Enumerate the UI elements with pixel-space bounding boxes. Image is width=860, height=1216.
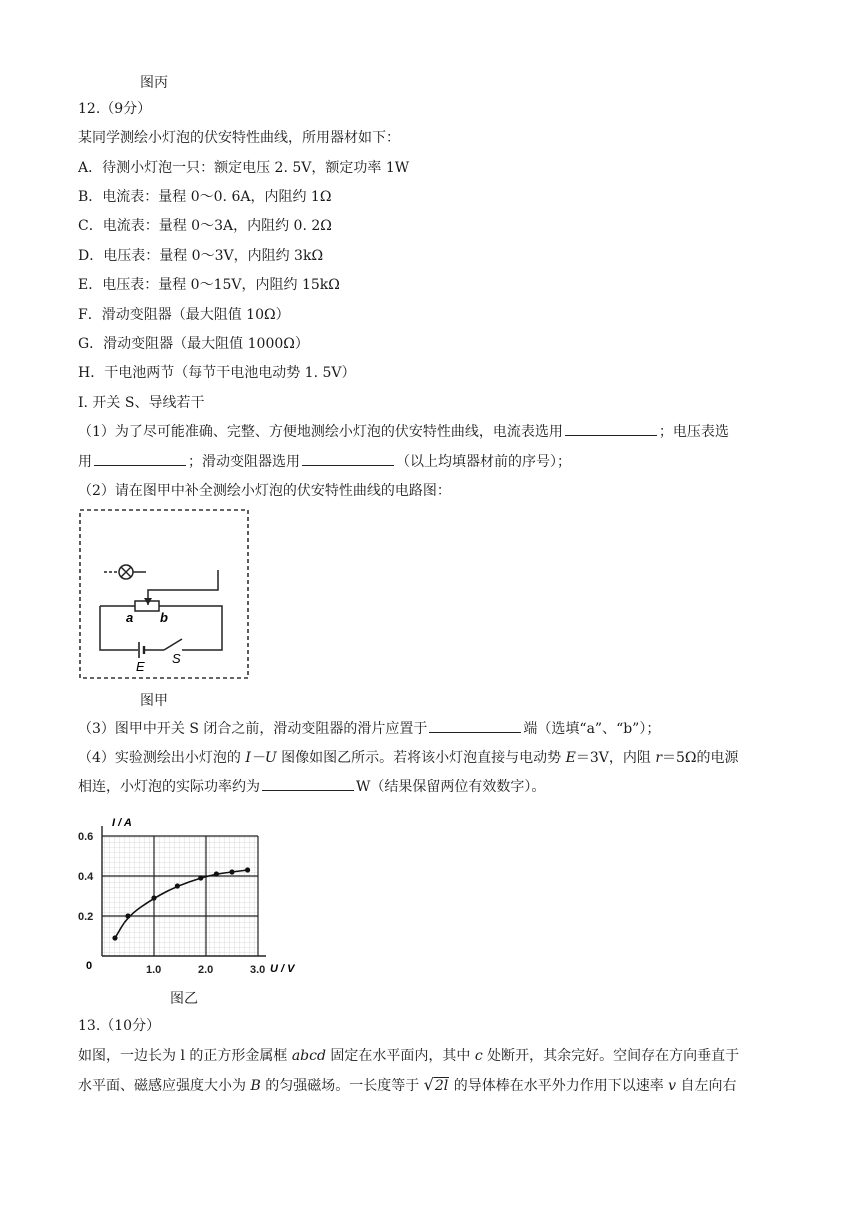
- q13-text-f: 的导体棒在水平外力作用下以速率: [449, 1078, 669, 1094]
- slider-wire: [148, 570, 218, 605]
- q13-text-g: 自左向右: [676, 1078, 737, 1094]
- q12-item-b: B．电流表：量程 0～0. 6A，内阻约 1Ω: [78, 189, 332, 205]
- answer-blank-ammeter[interactable]: [565, 422, 657, 436]
- chart-data-point: [112, 935, 117, 940]
- circuit-label-s: S: [172, 651, 181, 666]
- q12-item-h: H．干电池两节（每节干电池电动势 1. 5V）: [78, 365, 356, 381]
- q12-part4-text-e: 相连，小灯泡的实际功率约为: [78, 779, 260, 795]
- circuit-diagram: [78, 508, 252, 682]
- q12-item-a: A．待测小灯泡一只：额定电压 2. 5V，额定功率 1W: [78, 160, 410, 176]
- q13-text-a: 如图，一边长为 l 的正方形金属框: [78, 1048, 292, 1064]
- chart-data-point: [214, 871, 219, 876]
- q12-part1-text-c: 用: [78, 454, 92, 470]
- chart-data-point: [245, 867, 250, 872]
- iu-chart: [74, 812, 314, 980]
- chart-data-point: [198, 875, 203, 880]
- switch-icon: [164, 639, 182, 650]
- chart-data-point: [229, 869, 234, 874]
- q13-line1: [78, 1046, 739, 1066]
- circuit-label-b: b: [160, 610, 168, 625]
- q13-var-sqrt2l: 2l: [434, 1078, 449, 1094]
- q13-var-b: B: [250, 1078, 261, 1094]
- q12-item-e: E．电压表：量程 0～15V，内阻约 15kΩ: [78, 277, 340, 293]
- chart-fine-grid: [102, 836, 258, 956]
- q12-header: 12.（9分）: [78, 101, 152, 117]
- q12-intro: 某同学测绘小灯泡的伏安特性曲线，所用器材如下：: [78, 130, 400, 146]
- circuit-label-e: E: [136, 659, 145, 674]
- q12-part4-text-c: ＝3V，内阻: [575, 750, 656, 766]
- q13-text-b: 固定在水平面内，其中: [325, 1048, 475, 1064]
- q13-var-abcd: abcd: [291, 1048, 326, 1064]
- q13-line2: [78, 1075, 737, 1096]
- q12-part4-text-f: W（结果保留两位有效数字）。: [356, 779, 546, 795]
- figure-caption-yi: 图乙: [170, 991, 198, 1007]
- dashed-frame: [80, 510, 248, 678]
- q12-part4-line1: [78, 748, 739, 768]
- chart-y-label: I / A: [112, 817, 132, 829]
- q13-var-c: c: [474, 1048, 483, 1064]
- chart-y-tick-label: 0.2: [78, 911, 94, 923]
- q12-part4-var-e: E: [565, 750, 576, 766]
- q12-part1-text-d: ；滑动变阻器选用: [188, 454, 300, 470]
- q12-part4-var-r: r: [655, 750, 663, 766]
- q12-part3-text-b: 端（选填“a”、“b”）；: [523, 721, 661, 737]
- q12-part2: （2）请在图甲中补全测绘小灯泡的伏安特性曲线的电路图：: [78, 483, 451, 499]
- chart-data-point: [125, 913, 130, 918]
- q13-header: 13.（10分）: [78, 1018, 161, 1034]
- answer-blank-slider-end[interactable]: [429, 719, 521, 733]
- q12-part4-text-b: 图像如图乙所示。若将该小灯泡直接与电动势: [276, 750, 566, 766]
- sqrt-icon: √: [423, 1075, 434, 1094]
- chart-x-tick-label: 3.0: [250, 964, 266, 976]
- q12-part1-text-e: （以上均填器材前的序号）；: [396, 454, 571, 470]
- q12-part4-line2: [78, 777, 545, 797]
- q12-item-d: D．电压表：量程 0～3V，内阻约 3kΩ: [78, 248, 324, 264]
- q12-part4-text-d: ＝5Ω的电源: [662, 750, 739, 766]
- answer-blank-rheostat[interactable]: [302, 452, 394, 466]
- q12-part1-line2: [78, 452, 571, 472]
- q13-text-d: 水平面、磁感应强度大小为: [78, 1078, 251, 1094]
- q12-item-g: G．滑动变阻器（最大阻值 1000Ω）: [78, 336, 309, 352]
- q13-text-e: 的匀强磁场。一长度等于: [260, 1078, 424, 1094]
- q12-item-i: I. 开关 S、导线若干: [78, 395, 205, 411]
- chart-y-tick-label: 0.4: [78, 871, 94, 883]
- chart-data-point: [151, 895, 156, 900]
- q12-part1-text-b: ；电压表选: [658, 424, 729, 440]
- figure-caption-jia: 图甲: [140, 693, 168, 709]
- chart-origin-label: 0: [86, 960, 93, 972]
- q13-var-v: v: [668, 1078, 677, 1094]
- q12-item-c: C．电流表：量程 0～3A，内阻约 0. 2Ω: [78, 218, 332, 234]
- q12-part4-text-a: （4）实验测绘出小灯泡的: [78, 750, 246, 766]
- figure-caption-bing: 图丙: [140, 75, 168, 91]
- chart-x-label: U / V: [270, 963, 295, 975]
- q12-part1-line1: [78, 422, 729, 442]
- answer-blank-power[interactable]: [262, 777, 354, 791]
- q12-part3-text-a: （3）图甲中开关 S 闭合之前，滑动变阻器的滑片应置于: [78, 721, 428, 737]
- q12-item-f: F．滑动变阻器（最大阻值 10Ω）: [78, 307, 290, 323]
- chart-data-point: [175, 883, 180, 888]
- chart-y-tick-label: 0.6: [78, 831, 94, 843]
- answer-blank-voltmeter[interactable]: [94, 452, 186, 466]
- chart-x-tick-label: 1.0: [146, 964, 162, 976]
- q12-part1-text-a: （1）为了尽可能准确、完整、方便地测绘小灯泡的伏安特性曲线，电流表选用: [78, 424, 563, 440]
- circuit-label-a: a: [126, 610, 134, 625]
- q12-part3: [78, 719, 660, 739]
- q12-part4-var-iu: I－U: [245, 750, 277, 766]
- q13-text-c: 处断开，其余完好。空间存在方向垂直于: [482, 1048, 740, 1064]
- chart-x-tick-label: 2.0: [198, 964, 214, 976]
